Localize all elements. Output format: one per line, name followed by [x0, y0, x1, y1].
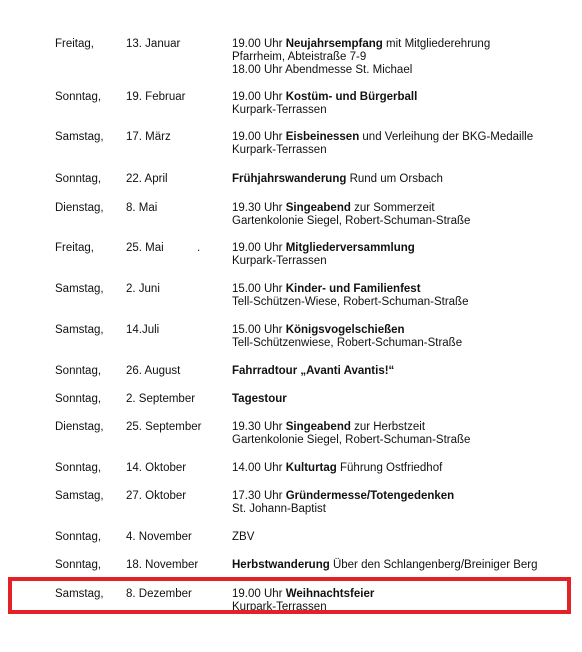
event-detail: Tell-Schützenwiese, Robert-Schuman-Straße — [232, 337, 463, 349]
event-detail: Kurpark-Terrassen — [232, 144, 327, 156]
event-detail: 19.00 Uhr — [232, 38, 286, 50]
event-description — [232, 393, 287, 406]
event-date: 17. März — [126, 131, 171, 143]
event-day: Sonntag, — [55, 531, 102, 543]
event-detail: Gartenkolonie Siegel, Robert-Schuman-Straße — [232, 215, 471, 227]
event-detail: Kurpark-Terrassen — [232, 601, 327, 613]
description-line — [232, 490, 454, 503]
description-line — [232, 503, 454, 516]
event-detail: zur Herbstzeit — [350, 421, 426, 433]
event-detail: zur Sommerzeit — [350, 202, 435, 214]
description-line — [232, 434, 470, 447]
event-date: 2. Juni — [126, 283, 160, 295]
event-detail: 17.30 Uhr — [232, 490, 286, 502]
event-detail: ZBV — [232, 531, 255, 543]
event-detail: Tell-Schützen-Wiese, Robert-Schuman-Straße — [232, 296, 469, 308]
event-date: 18. November — [126, 559, 199, 571]
event-day: Freitag, — [55, 242, 94, 254]
event-day: Sonntag, — [55, 559, 102, 571]
event-title: Kinder- und Familienfest — [285, 283, 421, 295]
event-date: 2. September — [126, 393, 196, 405]
event-day: Sonntag, — [55, 393, 102, 405]
event-day: Samstag, — [55, 490, 104, 502]
event-detail: Kurpark-Terrassen — [232, 104, 327, 116]
event-day: Dienstag, — [55, 421, 104, 433]
event-detail: 19.00 Uhr — [232, 91, 286, 103]
event-detail: Rund um Orsbach — [346, 173, 443, 185]
event-date: 14.Juli — [126, 324, 160, 336]
event-description — [232, 202, 470, 228]
event-date: 25. September — [126, 421, 202, 433]
event-title: Neujahrsempfang — [285, 38, 383, 50]
event-title: Herbstwanderung — [232, 559, 330, 571]
description-line — [232, 255, 415, 268]
event-description — [232, 242, 415, 268]
event-day: Samstag, — [55, 588, 104, 600]
event-detail: und Verleihung der BKG-Medaille — [359, 131, 534, 143]
event-description — [232, 421, 470, 447]
event-description — [232, 490, 454, 516]
event-date: 26. August — [126, 365, 181, 377]
event-day: Dienstag, — [55, 202, 104, 214]
highlight-box — [8, 577, 571, 614]
stray-mark: . — [197, 242, 201, 254]
event-day: Sonntag, — [55, 91, 102, 103]
event-description — [232, 91, 417, 117]
event-title: Eisbeinessen — [285, 131, 360, 143]
event-day: Samstag, — [55, 131, 104, 143]
event-detail: Kurpark-Terrassen — [232, 255, 327, 267]
event-detail: 14.00 Uhr — [232, 462, 286, 474]
event-date: 25. Mai — [126, 242, 164, 254]
event-detail: Über den Schlangenberg/Breiniger Berg — [329, 559, 538, 571]
event-description — [232, 462, 442, 475]
description-line — [232, 365, 394, 378]
event-date: 14. Oktober — [126, 462, 187, 474]
event-description — [232, 559, 538, 572]
event-description — [232, 131, 533, 157]
event-detail: 15.00 Uhr — [232, 324, 286, 336]
description-line — [232, 131, 533, 144]
event-title: Gründermesse/Totengedenken — [285, 490, 455, 502]
event-detail: Führung Ostfriedhof — [336, 462, 443, 474]
description-line — [232, 202, 470, 215]
event-title: Frühjahrswanderung — [232, 173, 347, 185]
event-description — [232, 324, 462, 350]
event-title: Singeabend — [285, 202, 351, 214]
event-date: 27. Oktober — [126, 490, 187, 502]
event-title: Weihnachtsfeier — [285, 588, 375, 600]
event-description — [232, 173, 443, 186]
event-detail: 15.00 Uhr — [232, 283, 286, 295]
event-day: Sonntag, — [55, 173, 102, 185]
event-title: Kostüm- und Bürgerball — [285, 91, 418, 103]
event-detail: 18.00 Uhr Abendmesse St. Michael — [232, 64, 413, 76]
event-detail: St. Johann-Baptist — [232, 503, 326, 515]
event-detail: Pfarrheim, Abteistraße 7-9 — [232, 51, 367, 63]
event-title: Fahrradtour „Avanti Avantis!“ — [232, 365, 395, 377]
event-title: Mitgliederversammlung — [285, 242, 415, 254]
description-line — [232, 215, 470, 228]
description-line — [232, 242, 415, 255]
event-date: 19. Februar — [126, 91, 186, 103]
event-day: Samstag, — [55, 324, 104, 336]
description-line — [232, 337, 462, 350]
event-description — [232, 365, 394, 378]
event-detail: 19.00 Uhr — [232, 242, 286, 254]
event-day: Sonntag, — [55, 365, 102, 377]
event-detail: 19.00 Uhr — [232, 131, 286, 143]
description-line — [232, 296, 468, 309]
event-date: 8. Mai — [126, 202, 158, 214]
event-date: 13. Januar — [126, 38, 181, 50]
description-line — [232, 324, 462, 337]
description-line — [232, 393, 287, 406]
event-day: Sonntag, — [55, 462, 102, 474]
event-title: Tagestour — [232, 393, 287, 405]
event-date: 8. Dezember — [126, 588, 192, 600]
event-title: Königsvogelschießen — [285, 324, 405, 336]
event-description — [232, 283, 468, 309]
description-line — [232, 38, 490, 51]
event-date: 22. April — [126, 173, 168, 185]
description-line — [232, 531, 254, 544]
description-line — [232, 51, 490, 64]
event-day: Freitag, — [55, 38, 94, 50]
description-line — [232, 421, 470, 434]
event-day: Samstag, — [55, 283, 104, 295]
event-detail: 19.30 Uhr — [232, 421, 286, 433]
event-title: Singeabend — [285, 421, 351, 433]
event-detail: 19.30 Uhr — [232, 202, 286, 214]
event-description — [232, 531, 254, 544]
description-line — [232, 283, 468, 296]
description-line — [232, 173, 443, 186]
event-detail: mit Mitgliederehrung — [382, 38, 491, 50]
event-description — [232, 38, 490, 77]
description-line — [232, 462, 442, 475]
event-detail: Gartenkolonie Siegel, Robert-Schuman-Straße — [232, 434, 471, 446]
event-title: Kulturtag — [285, 462, 337, 474]
description-line — [232, 64, 490, 77]
event-detail: 19.00 Uhr — [232, 588, 286, 600]
description-line — [232, 91, 417, 104]
event-date: 4. November — [126, 531, 192, 543]
description-line — [232, 144, 533, 157]
description-line — [232, 559, 538, 572]
description-line — [232, 104, 417, 117]
